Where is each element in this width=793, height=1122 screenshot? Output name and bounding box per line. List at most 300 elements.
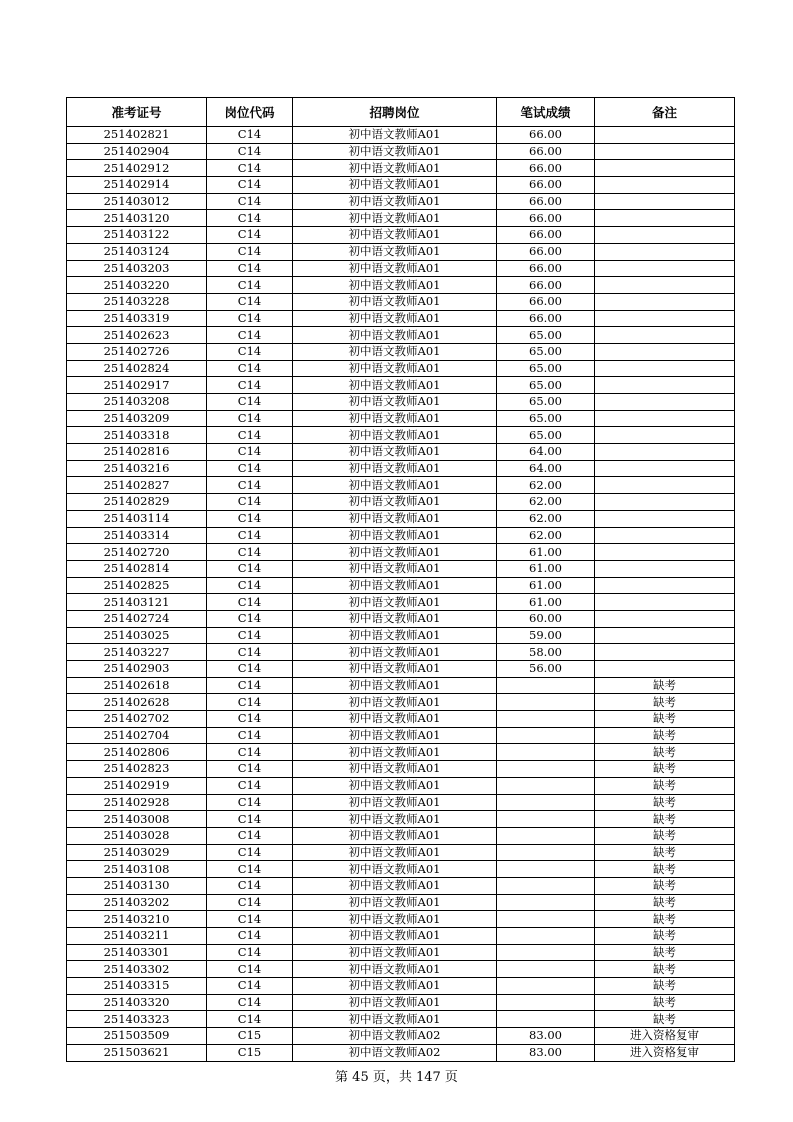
cell-position-code: C14	[207, 827, 293, 844]
cell-remark: 缺考	[595, 777, 735, 794]
cell-remark	[595, 160, 735, 177]
cell-position: 初中语文教师A01	[293, 811, 497, 828]
cell-remark	[595, 243, 735, 260]
cell-score	[497, 844, 595, 861]
table-row	[67, 527, 735, 544]
cell-remark	[595, 127, 735, 144]
cell-exam-id: 251403315	[67, 978, 207, 995]
table-row	[67, 677, 735, 694]
cell-position-code: C14	[207, 160, 293, 177]
cell-position: 初中语文教师A01	[293, 260, 497, 277]
cell-score	[497, 794, 595, 811]
cell-score: 65.00	[497, 360, 595, 377]
cell-position-code: C14	[207, 1011, 293, 1028]
cell-position: 初中语文教师A01	[293, 711, 497, 728]
cell-position: 初中语文教师A01	[293, 293, 497, 310]
cell-score	[497, 994, 595, 1011]
header-position-code: 岗位代码	[207, 98, 293, 127]
cell-position: 初中语文教师A01	[293, 427, 497, 444]
cell-score: 66.00	[497, 160, 595, 177]
cell-exam-id: 251402704	[67, 727, 207, 744]
cell-position-code: C14	[207, 928, 293, 945]
table-row	[67, 1011, 735, 1028]
cell-position-code: C14	[207, 510, 293, 527]
cell-position: 初中语文教师A01	[293, 761, 497, 778]
cell-remark: 缺考	[595, 911, 735, 928]
cell-score: 66.00	[497, 260, 595, 277]
cell-position-code: C14	[207, 327, 293, 344]
table-row	[67, 844, 735, 861]
cell-position-code: C14	[207, 410, 293, 427]
cell-remark	[595, 327, 735, 344]
cell-position: 初中语文教师A01	[293, 744, 497, 761]
cell-score	[497, 827, 595, 844]
cell-remark: 缺考	[595, 1011, 735, 1028]
cell-exam-id: 251403320	[67, 994, 207, 1011]
header-score: 笔试成绩	[497, 98, 595, 127]
cell-remark	[595, 544, 735, 561]
cell-score	[497, 744, 595, 761]
cell-position: 初中语文教师A01	[293, 277, 497, 294]
cell-score	[497, 694, 595, 711]
table-row	[67, 694, 735, 711]
cell-exam-id: 251402824	[67, 360, 207, 377]
cell-remark: 缺考	[595, 794, 735, 811]
cell-position: 初中语文教师A01	[293, 377, 497, 394]
cell-position: 初中语文教师A02	[293, 1044, 497, 1061]
cell-exam-id: 251402628	[67, 694, 207, 711]
cell-score: 64.00	[497, 444, 595, 461]
cell-position: 初中语文教师A01	[293, 694, 497, 711]
cell-remark	[595, 610, 735, 627]
cell-remark: 缺考	[595, 727, 735, 744]
table-row	[67, 243, 735, 260]
cell-remark: 缺考	[595, 928, 735, 945]
cell-position: 初中语文教师A01	[293, 877, 497, 894]
cell-score: 66.00	[497, 127, 595, 144]
cell-score	[497, 978, 595, 995]
header-exam-id: 准考证号	[67, 98, 207, 127]
table-row	[67, 861, 735, 878]
cell-exam-id: 251402806	[67, 744, 207, 761]
cell-position-code: C14	[207, 644, 293, 661]
cell-remark	[595, 444, 735, 461]
cell-position-code: C14	[207, 210, 293, 227]
cell-position: 初中语文教师A01	[293, 577, 497, 594]
table-row	[67, 260, 735, 277]
cell-score: 62.00	[497, 477, 595, 494]
cell-position-code: C14	[207, 127, 293, 144]
cell-position-code: C15	[207, 1028, 293, 1045]
cell-position-code: C14	[207, 777, 293, 794]
table-row	[67, 644, 735, 661]
cell-position: 初中语文教师A01	[293, 827, 497, 844]
cell-exam-id: 251403314	[67, 527, 207, 544]
cell-score: 59.00	[497, 627, 595, 644]
table-row	[67, 360, 735, 377]
cell-position: 初中语文教师A01	[293, 227, 497, 244]
cell-position-code: C14	[207, 293, 293, 310]
cell-remark: 缺考	[595, 694, 735, 711]
table-row	[67, 627, 735, 644]
cell-remark: 缺考	[595, 711, 735, 728]
cell-exam-id: 251503621	[67, 1044, 207, 1061]
cell-remark: 缺考	[595, 827, 735, 844]
cell-remark	[595, 594, 735, 611]
table-row	[67, 777, 735, 794]
cell-position: 初中语文教师A01	[293, 861, 497, 878]
cell-remark	[595, 260, 735, 277]
cell-position-code: C14	[207, 994, 293, 1011]
cell-position: 初中语文教师A01	[293, 911, 497, 928]
cell-remark	[595, 143, 735, 160]
cell-position: 初中语文教师A01	[293, 944, 497, 961]
cell-remark: 缺考	[595, 994, 735, 1011]
cell-score: 61.00	[497, 560, 595, 577]
table-row	[67, 961, 735, 978]
table-row	[67, 560, 735, 577]
cell-remark	[595, 394, 735, 411]
cell-score	[497, 928, 595, 945]
cell-position-code: C14	[207, 610, 293, 627]
cell-score	[497, 677, 595, 694]
cell-score: 61.00	[497, 544, 595, 561]
cell-position: 初中语文教师A01	[293, 1011, 497, 1028]
cell-exam-id: 251503509	[67, 1028, 207, 1045]
table-row	[67, 477, 735, 494]
cell-position: 初中语文教师A01	[293, 644, 497, 661]
cell-position: 初中语文教师A01	[293, 777, 497, 794]
cell-exam-id: 251403108	[67, 861, 207, 878]
cell-position-code: C14	[207, 494, 293, 511]
cell-remark	[595, 177, 735, 194]
cell-position: 初中语文教师A01	[293, 127, 497, 144]
cell-exam-id: 251403228	[67, 293, 207, 310]
cell-exam-id: 251403012	[67, 193, 207, 210]
cell-remark	[595, 527, 735, 544]
cell-position: 初中语文教师A01	[293, 343, 497, 360]
page-footer: 第 45 页，共 147 页	[335, 1070, 458, 1085]
cell-exam-id: 251402726	[67, 343, 207, 360]
cell-exam-id: 251403301	[67, 944, 207, 961]
cell-score	[497, 961, 595, 978]
cell-position: 初中语文教师A01	[293, 160, 497, 177]
cell-position: 初中语文教师A01	[293, 143, 497, 160]
cell-remark: 进入资格复审	[595, 1044, 735, 1061]
cell-exam-id: 251402724	[67, 610, 207, 627]
table-row	[67, 594, 735, 611]
table-row	[67, 744, 735, 761]
cell-exam-id: 251403216	[67, 460, 207, 477]
cell-position-code: C14	[207, 243, 293, 260]
cell-exam-id: 251403227	[67, 644, 207, 661]
table-row	[67, 711, 735, 728]
cell-score: 66.00	[497, 193, 595, 210]
cell-score: 66.00	[497, 277, 595, 294]
cell-position-code: C14	[207, 444, 293, 461]
table-row	[67, 394, 735, 411]
cell-exam-id: 251403208	[67, 394, 207, 411]
cell-score: 66.00	[497, 243, 595, 260]
cell-score: 65.00	[497, 427, 595, 444]
cell-position-code: C14	[207, 143, 293, 160]
table-row	[67, 127, 735, 144]
cell-remark: 缺考	[595, 894, 735, 911]
cell-remark	[595, 460, 735, 477]
table-row	[67, 894, 735, 911]
header-remark: 备注	[595, 98, 735, 127]
cell-exam-id: 251403114	[67, 510, 207, 527]
cell-remark	[595, 377, 735, 394]
cell-remark	[595, 360, 735, 377]
cell-exam-id: 251403323	[67, 1011, 207, 1028]
cell-position-code: C14	[207, 527, 293, 544]
cell-position-code: C14	[207, 627, 293, 644]
cell-exam-id: 251403008	[67, 811, 207, 828]
cell-position-code: C14	[207, 277, 293, 294]
cell-score	[497, 861, 595, 878]
cell-score: 64.00	[497, 460, 595, 477]
cell-exam-id: 251403210	[67, 911, 207, 928]
cell-remark	[595, 343, 735, 360]
cell-exam-id: 251402825	[67, 577, 207, 594]
cell-remark: 缺考	[595, 811, 735, 828]
cell-position-code: C14	[207, 594, 293, 611]
cell-position: 初中语文教师A01	[293, 610, 497, 627]
cell-remark: 缺考	[595, 978, 735, 995]
cell-position-code: C14	[207, 978, 293, 995]
score-table	[66, 97, 735, 1062]
cell-position-code: C14	[207, 310, 293, 327]
cell-position-code: C14	[207, 877, 293, 894]
cell-position-code: C14	[207, 711, 293, 728]
cell-exam-id: 251403029	[67, 844, 207, 861]
cell-position-code: C14	[207, 227, 293, 244]
cell-exam-id: 251403319	[67, 310, 207, 327]
cell-position: 初中语文教师A01	[293, 410, 497, 427]
table-row	[67, 277, 735, 294]
cell-remark: 缺考	[595, 844, 735, 861]
cell-position: 初中语文教师A01	[293, 460, 497, 477]
table-row	[67, 1044, 735, 1061]
table-header-row	[67, 98, 735, 127]
cell-position: 初中语文教师A01	[293, 928, 497, 945]
cell-remark: 缺考	[595, 761, 735, 778]
table-row	[67, 143, 735, 160]
cell-exam-id: 251403130	[67, 877, 207, 894]
cell-position: 初中语文教师A01	[293, 243, 497, 260]
cell-score	[497, 727, 595, 744]
cell-score: 56.00	[497, 661, 595, 678]
cell-position: 初中语文教师A01	[293, 394, 497, 411]
cell-score: 83.00	[497, 1044, 595, 1061]
cell-position: 初中语文教师A01	[293, 210, 497, 227]
cell-position: 初中语文教师A01	[293, 994, 497, 1011]
table-row	[67, 460, 735, 477]
table-row	[67, 160, 735, 177]
cell-position-code: C14	[207, 577, 293, 594]
cell-exam-id: 251403302	[67, 961, 207, 978]
cell-remark: 缺考	[595, 961, 735, 978]
cell-score: 62.00	[497, 494, 595, 511]
cell-remark: 缺考	[595, 877, 735, 894]
cell-score	[497, 877, 595, 894]
cell-score	[497, 811, 595, 828]
cell-remark	[595, 293, 735, 310]
cell-score: 66.00	[497, 310, 595, 327]
cell-score	[497, 761, 595, 778]
cell-exam-id: 251402702	[67, 711, 207, 728]
cell-remark: 缺考	[595, 861, 735, 878]
cell-exam-id: 251403203	[67, 260, 207, 277]
cell-score: 62.00	[497, 510, 595, 527]
table-row	[67, 227, 735, 244]
table-row	[67, 510, 735, 527]
cell-position-code: C14	[207, 377, 293, 394]
table-row	[67, 310, 735, 327]
cell-score: 65.00	[497, 327, 595, 344]
cell-exam-id: 251402720	[67, 544, 207, 561]
cell-position-code: C14	[207, 911, 293, 928]
cell-score: 61.00	[497, 594, 595, 611]
cell-exam-id: 251403120	[67, 210, 207, 227]
cell-position: 初中语文教师A01	[293, 844, 497, 861]
cell-remark	[595, 227, 735, 244]
cell-score: 58.00	[497, 644, 595, 661]
cell-position: 初中语文教师A01	[293, 677, 497, 694]
cell-position: 初中语文教师A01	[293, 961, 497, 978]
cell-exam-id: 251403028	[67, 827, 207, 844]
cell-position-code: C14	[207, 260, 293, 277]
cell-exam-id: 251403124	[67, 243, 207, 260]
cell-position-code: C14	[207, 427, 293, 444]
table-row	[67, 544, 735, 561]
cell-position: 初中语文教师A01	[293, 193, 497, 210]
cell-score: 83.00	[497, 1028, 595, 1045]
cell-exam-id: 251403121	[67, 594, 207, 611]
table-row	[67, 410, 735, 427]
cell-position-code: C14	[207, 394, 293, 411]
cell-score: 66.00	[497, 143, 595, 160]
cell-score: 65.00	[497, 377, 595, 394]
cell-position-code: C14	[207, 560, 293, 577]
cell-position: 初中语文教师A01	[293, 327, 497, 344]
cell-remark	[595, 560, 735, 577]
table-row	[67, 978, 735, 995]
cell-position-code: C14	[207, 694, 293, 711]
cell-exam-id: 251402829	[67, 494, 207, 511]
cell-exam-id: 251402618	[67, 677, 207, 694]
cell-position: 初中语文教师A01	[293, 794, 497, 811]
cell-position: 初中语文教师A01	[293, 978, 497, 995]
cell-exam-id: 251403025	[67, 627, 207, 644]
table-row	[67, 911, 735, 928]
cell-score	[497, 777, 595, 794]
table-row	[67, 794, 735, 811]
table-row	[67, 994, 735, 1011]
cell-exam-id: 251402814	[67, 560, 207, 577]
cell-position-code: C14	[207, 744, 293, 761]
cell-position-code: C14	[207, 193, 293, 210]
cell-position-code: C14	[207, 961, 293, 978]
table-row	[67, 444, 735, 461]
cell-exam-id: 251402821	[67, 127, 207, 144]
cell-remark	[595, 310, 735, 327]
cell-position-code: C14	[207, 861, 293, 878]
cell-exam-id: 251402917	[67, 377, 207, 394]
header-position: 招聘岗位	[293, 98, 497, 127]
cell-position-code: C14	[207, 477, 293, 494]
cell-remark	[595, 627, 735, 644]
cell-position: 初中语文教师A01	[293, 310, 497, 327]
cell-remark: 缺考	[595, 744, 735, 761]
cell-remark	[595, 494, 735, 511]
table-row	[67, 577, 735, 594]
cell-position-code: C14	[207, 761, 293, 778]
cell-score: 66.00	[497, 177, 595, 194]
cell-score	[497, 1011, 595, 1028]
cell-score: 66.00	[497, 293, 595, 310]
table-row	[67, 811, 735, 828]
cell-exam-id: 251402623	[67, 327, 207, 344]
cell-position-code: C14	[207, 177, 293, 194]
cell-position: 初中语文教师A02	[293, 1028, 497, 1045]
cell-exam-id: 251402914	[67, 177, 207, 194]
table-row	[67, 877, 735, 894]
cell-position: 初中语文教师A01	[293, 544, 497, 561]
cell-remark	[595, 410, 735, 427]
table-row	[67, 494, 735, 511]
table-row	[67, 177, 735, 194]
cell-remark	[595, 510, 735, 527]
cell-position-code: C14	[207, 794, 293, 811]
cell-position: 初中语文教师A01	[293, 360, 497, 377]
cell-remark	[595, 577, 735, 594]
cell-position: 初中语文教师A01	[293, 494, 497, 511]
cell-position: 初中语文教师A01	[293, 527, 497, 544]
table-body	[67, 127, 735, 1062]
cell-position-code: C14	[207, 661, 293, 678]
cell-remark: 进入资格复审	[595, 1028, 735, 1045]
cell-score: 66.00	[497, 210, 595, 227]
cell-remark: 缺考	[595, 944, 735, 961]
cell-position: 初中语文教师A01	[293, 177, 497, 194]
cell-position-code: C14	[207, 727, 293, 744]
table-row	[67, 761, 735, 778]
table-row	[67, 928, 735, 945]
cell-score: 65.00	[497, 410, 595, 427]
cell-remark	[595, 193, 735, 210]
cell-position-code: C14	[207, 360, 293, 377]
table-row	[67, 210, 735, 227]
table-row	[67, 610, 735, 627]
cell-position: 初中语文教师A01	[293, 477, 497, 494]
cell-remark	[595, 427, 735, 444]
cell-remark	[595, 644, 735, 661]
cell-remark: 缺考	[595, 677, 735, 694]
cell-exam-id: 251402904	[67, 143, 207, 160]
cell-exam-id: 251402816	[67, 444, 207, 461]
cell-score: 62.00	[497, 527, 595, 544]
cell-remark	[595, 477, 735, 494]
cell-exam-id: 251403220	[67, 277, 207, 294]
cell-score	[497, 711, 595, 728]
cell-score	[497, 894, 595, 911]
cell-exam-id: 251402827	[67, 477, 207, 494]
cell-position: 初中语文教师A01	[293, 510, 497, 527]
cell-position-code: C14	[207, 844, 293, 861]
cell-position: 初中语文教师A01	[293, 661, 497, 678]
